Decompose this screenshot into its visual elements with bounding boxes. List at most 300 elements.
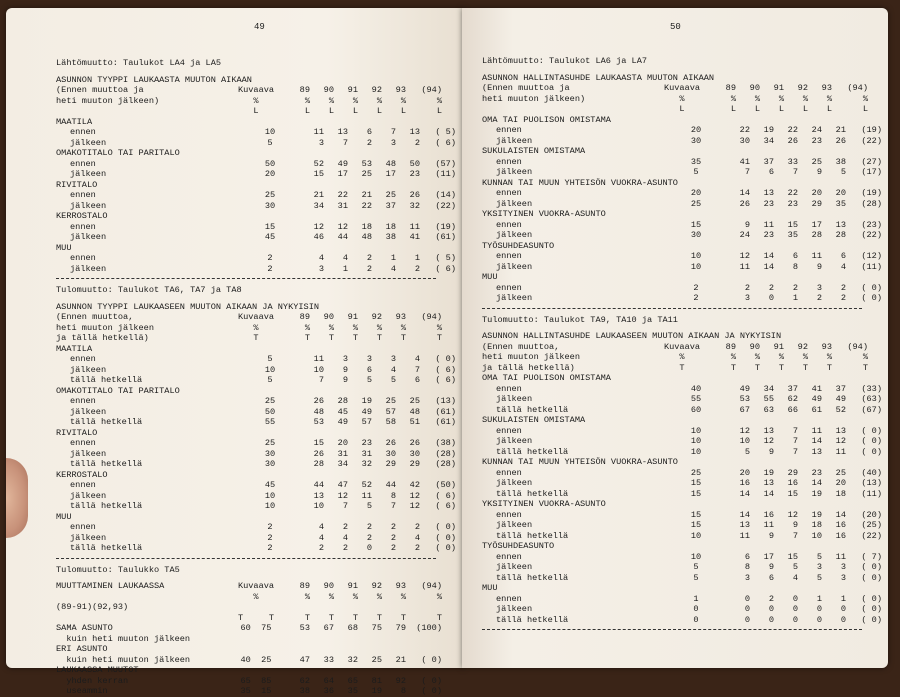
cell-value: 12: [337, 221, 348, 232]
cell-value: 2: [768, 593, 774, 604]
row-values: [726, 230, 882, 241]
table-row: [56, 676, 456, 687]
row-label: tällä hetkellä: [496, 530, 569, 541]
right-page-content: [482, 50, 882, 634]
kuvaava-header: %: [253, 95, 259, 106]
kuvaava-header: Kuvaava: [237, 312, 275, 322]
cell-value: [406, 634, 442, 645]
kuvaava-header: %: [253, 322, 259, 333]
group-label: TYÖSUHDEASUNTO: [482, 541, 555, 551]
cell-value: 52: [361, 480, 372, 490]
row-values: [726, 251, 882, 262]
kuvaava-years: (89-91)(92,93): [56, 602, 129, 612]
cell-value: (12): [861, 251, 882, 261]
column-headers: [712, 83, 868, 94]
cell-value: 22: [337, 190, 348, 200]
column-header: 91: [347, 312, 358, 322]
cell-value: 16: [739, 478, 750, 488]
column-header: (94): [421, 581, 442, 591]
row-values: [726, 136, 882, 147]
cell-value: 67: [323, 623, 334, 633]
cell-value: 32: [361, 459, 372, 469]
cell-value: 23: [409, 169, 420, 179]
cell-value: 13: [409, 127, 420, 137]
row-values: [726, 262, 882, 273]
cell-value: [382, 634, 406, 645]
column-header: L: [730, 104, 736, 114]
row-values: [300, 491, 456, 502]
cell-value: (38): [435, 438, 456, 448]
cell-value: 17: [811, 219, 822, 230]
cell-value: (28): [861, 198, 882, 209]
cell-value: 29: [409, 459, 420, 469]
table-title: ASUNNON TYYPPI LAUKAASTA MUUTON AIKAAN: [56, 74, 252, 85]
column-header: T: [436, 333, 442, 343]
cell-value: 11: [409, 221, 420, 232]
cell-value: 3: [318, 137, 324, 148]
header-line: ja tällä hetkellä): [482, 362, 575, 373]
row-values: [726, 167, 882, 178]
cell-value: 24: [811, 125, 822, 135]
cell-value: 35: [347, 686, 358, 696]
column-headers: [712, 363, 868, 374]
kuvaava-value: 15: [690, 488, 702, 499]
cell-value: 10: [811, 530, 822, 541]
table-row: [482, 167, 882, 178]
cell-value: [406, 665, 442, 676]
column-header: 90: [749, 341, 760, 352]
cell-value: 63: [763, 404, 774, 415]
cell-value: ( 6): [435, 490, 456, 501]
kuvaava-value: 55: [690, 394, 702, 404]
row-values: [300, 169, 456, 180]
kuvaava-value: 5: [267, 375, 273, 385]
row-label: ennen: [70, 438, 96, 448]
cell-value: ( 0): [421, 675, 442, 686]
cell-value: 11: [313, 127, 324, 137]
cell-value: 67: [739, 404, 750, 415]
column-header: L: [376, 106, 382, 116]
header-row: [56, 581, 456, 592]
cell-value: 4: [390, 364, 396, 375]
cell-value: (25): [861, 520, 882, 530]
cell-value: (50): [435, 480, 456, 490]
group-label: MUU: [56, 242, 72, 253]
cell-value: 12: [763, 436, 774, 446]
header-row: [56, 85, 456, 96]
cell-value: 37: [763, 156, 774, 167]
cell-value: 68: [347, 623, 358, 633]
table-row: [482, 384, 882, 395]
cell-value: 25: [385, 396, 396, 406]
row-label: jälkeen: [496, 167, 533, 177]
cell-value: [358, 665, 382, 676]
header-line: heti muuton jälkeen: [482, 352, 580, 362]
cell-value: 26: [385, 438, 396, 448]
cell-value: 25: [371, 654, 382, 665]
cell-value: 4: [414, 532, 420, 543]
column-header: %: [730, 93, 736, 104]
table-row: [56, 438, 456, 449]
kuvaava-value: 20: [690, 188, 702, 198]
header-row: [56, 602, 456, 613]
cell-value: 35: [787, 230, 798, 240]
column-header: (94): [421, 85, 442, 95]
cell-value: 25: [811, 156, 822, 167]
kuvaava-value: 35 15: [240, 686, 272, 696]
row-label: ennen: [70, 522, 96, 532]
cell-value: 10: [313, 364, 324, 375]
cell-value: ( 5): [435, 253, 456, 263]
kuvaava-value: 2: [267, 532, 273, 543]
cell-value: 2: [390, 532, 396, 543]
header-row: [482, 363, 882, 374]
group-label: YKSITYINEN VUOKRA-ASUNTO: [482, 499, 606, 509]
cell-value: 6: [744, 551, 750, 562]
cell-value: 15: [313, 438, 324, 448]
header-line: [56, 106, 226, 117]
cell-value: 1: [840, 593, 846, 604]
column-header: %: [304, 95, 310, 106]
table-row: [56, 407, 456, 418]
row-values: [300, 264, 456, 275]
row-label: ennen: [70, 253, 96, 263]
table-row: [482, 552, 882, 563]
group-label: OMAKOTITALO TAI PARITALO: [56, 148, 180, 158]
cell-value: 13: [313, 490, 324, 501]
column-header: %: [826, 352, 832, 362]
row-values: [726, 188, 882, 199]
cell-value: ( 6): [435, 375, 456, 385]
group-label: KERROSTALO: [56, 211, 108, 221]
kuvaava-value: 15: [264, 221, 276, 232]
table-row: [56, 138, 456, 149]
cell-value: 14: [811, 436, 822, 446]
cell-value: 13: [835, 425, 846, 436]
cell-value: 44: [337, 232, 348, 242]
row-label: ennen: [70, 190, 96, 200]
group-label: RIVITALO: [56, 179, 98, 190]
cell-value: 12: [313, 221, 324, 232]
cell-value: 0: [744, 604, 750, 614]
row-label: ennen: [496, 593, 522, 604]
cell-value: 37: [835, 383, 846, 394]
cell-value: 4: [414, 354, 420, 364]
cell-value: 21: [313, 190, 324, 200]
kuvaava-value: 35: [690, 156, 702, 167]
row-values: [300, 522, 456, 533]
cell-value: 49: [835, 394, 846, 404]
cell-value: 16: [835, 520, 846, 530]
kuvaava-value: 30: [690, 135, 702, 146]
kuvaava-value: 10: [690, 261, 702, 272]
header-line: heti muuton jälkeen): [56, 95, 160, 106]
column-header: 89: [299, 85, 310, 95]
cell-value: 9: [816, 167, 822, 177]
cell-value: ( 0): [861, 593, 882, 604]
kuvaava-value: 2: [267, 253, 273, 263]
table-row: [482, 468, 882, 479]
table-row: [56, 222, 456, 233]
cell-value: 21: [361, 190, 372, 200]
cell-value: 0: [792, 604, 798, 614]
cell-value: (57): [435, 158, 456, 169]
column-header: 91: [347, 581, 358, 591]
cell-value: 0: [744, 593, 750, 604]
cell-value: 7: [792, 425, 798, 436]
row-label: ennen: [496, 551, 522, 562]
column-header: %: [400, 95, 406, 106]
row-label: yhden kerran: [56, 675, 129, 686]
kuvaava-value: 15: [690, 478, 702, 488]
row-label: SAMA ASUNTO: [56, 623, 113, 633]
kuvaava-value: 5: [693, 562, 699, 572]
column-header: T: [304, 333, 310, 343]
table-row: [56, 190, 456, 201]
column-header: T: [328, 612, 334, 623]
cell-value: (67): [861, 404, 882, 415]
cell-value: 3: [342, 354, 348, 364]
column-header: L: [352, 106, 358, 116]
cell-value: 2: [414, 543, 420, 553]
cell-value: 62: [787, 394, 798, 404]
cell-value: 7: [390, 501, 396, 511]
cell-value: (22): [861, 135, 882, 146]
row-label: jälkeen: [70, 448, 107, 459]
cell-value: 51: [409, 417, 420, 427]
table-row: [56, 491, 456, 502]
cell-value: 6: [768, 572, 774, 583]
cell-value: 15: [313, 169, 324, 179]
cell-value: ( 0): [861, 436, 882, 446]
cell-value: 29: [787, 467, 798, 478]
column-header: %: [754, 352, 760, 362]
row-label: jälkeen: [70, 364, 107, 375]
row-values: [726, 615, 882, 626]
row-label: ennen: [70, 221, 96, 232]
cell-value: (11): [861, 261, 882, 272]
cell-value: 3: [366, 354, 372, 364]
row-label: ennen: [496, 509, 522, 520]
cell-value: 79: [395, 623, 406, 633]
section-title: Tulomuutto: Taulukot TA6, TA7 ja TA8: [56, 285, 242, 295]
row-values: [300, 365, 456, 376]
cell-value: 0: [792, 593, 798, 604]
group-label: OMA TAI PUOLISON OMISTAMA: [482, 373, 611, 383]
cell-value: ( 0): [861, 446, 882, 457]
cell-value: 13: [763, 425, 774, 436]
column-header: 92: [371, 85, 382, 95]
cell-value: 9: [768, 562, 774, 572]
table-row: [56, 232, 456, 243]
column-headers: [712, 342, 868, 353]
column-header: %: [328, 322, 334, 333]
cell-value: 13: [337, 127, 348, 137]
column-header: (94): [847, 83, 868, 93]
table-row: [56, 127, 456, 138]
column-header: L: [802, 104, 808, 114]
cell-value: 2: [390, 543, 396, 553]
cell-value: (22): [861, 230, 882, 240]
cell-value: 44: [385, 480, 396, 490]
cell-value: 2: [366, 532, 372, 543]
table-row: [56, 655, 456, 666]
column-header: %: [436, 95, 442, 106]
cell-value: 1: [792, 293, 798, 303]
table-row: [56, 396, 456, 407]
group-label: MUU: [482, 583, 498, 593]
header-row: [56, 333, 456, 344]
cell-value: 0: [768, 604, 774, 614]
row-label: ennen: [496, 219, 522, 230]
cell-value: 31: [361, 448, 372, 459]
cell-value: 47: [299, 654, 310, 665]
header-row: [482, 83, 882, 94]
cell-value: 52: [835, 404, 846, 415]
row-values: [300, 407, 456, 418]
cell-value: 7: [792, 167, 798, 177]
column-header: L: [826, 104, 832, 114]
cell-value: (13): [435, 396, 456, 406]
row-values: [300, 159, 456, 170]
kuvaava-value: 15: [690, 509, 702, 520]
row-label: jälkeen: [70, 137, 107, 148]
table-row: [482, 447, 882, 458]
table-row: [482, 394, 882, 405]
column-header: 91: [773, 341, 784, 352]
kuvaava-value: 15: [690, 520, 702, 530]
cell-value: 53: [739, 394, 750, 404]
row-label: jälkeen: [496, 261, 533, 272]
cell-value: ( 0): [861, 604, 882, 614]
kuvaava-value: 25: [690, 198, 702, 209]
cell-value: 26: [787, 135, 798, 146]
cell-value: 92: [395, 675, 406, 686]
row-values: [726, 489, 882, 500]
cell-value: ( 0): [861, 562, 882, 572]
cell-value: 4: [318, 522, 324, 532]
cell-value: 12: [409, 501, 420, 511]
table-title: ASUNNON HALLINTASUHDE LAUKAASTA MUUTON AIKAAN: [482, 72, 715, 83]
cell-value: 58: [385, 417, 396, 427]
cell-value: 1: [342, 263, 348, 274]
cell-value: 14: [763, 251, 774, 261]
cell-value: 3: [744, 293, 750, 303]
kuvaava-value: [226, 644, 286, 655]
cell-value: ( 5): [435, 127, 456, 137]
row-values: [286, 676, 442, 687]
cell-value: 16: [787, 478, 798, 488]
cell-value: 2: [342, 522, 348, 532]
kuvaava-value: 10: [264, 501, 276, 511]
kuvaava-value: 0: [693, 614, 699, 625]
column-header: T: [730, 362, 736, 373]
column-header: 90: [749, 83, 760, 93]
table-row: [56, 623, 456, 634]
row-values: [726, 293, 882, 304]
table-row: [482, 489, 882, 500]
cell-value: 19: [763, 467, 774, 478]
kuvaava-value: 10: [264, 364, 276, 375]
cell-value: 38: [299, 686, 310, 696]
cell-value: 2: [768, 282, 774, 293]
kuvaava-value: 10: [264, 127, 276, 137]
row-values: [300, 533, 456, 544]
cell-value: ( 0): [421, 654, 442, 665]
kuvaava-pct: %: [253, 591, 259, 602]
cell-value: 29: [811, 198, 822, 209]
cell-value: 31: [337, 200, 348, 211]
cell-value: 8: [400, 686, 406, 696]
row-values: [726, 594, 882, 605]
row-label: ennen: [496, 156, 522, 167]
row-values: [300, 417, 456, 428]
cell-value: 48: [361, 232, 372, 242]
cell-value: 14: [763, 261, 774, 272]
cell-value: 23: [361, 438, 372, 448]
cell-value: 8: [792, 261, 798, 272]
cell-value: 5: [744, 446, 750, 457]
kuvaava-value: 10: [264, 490, 276, 501]
column-header: %: [778, 352, 784, 362]
cell-value: (13): [861, 478, 882, 488]
cell-value: [334, 644, 358, 655]
cell-value: 23: [811, 135, 822, 146]
column-header: 92: [371, 312, 382, 322]
row-label: jälkeen: [496, 436, 533, 446]
table-row: [482, 594, 882, 605]
row-label: tällä hetkellä: [70, 375, 143, 385]
cell-value: (61): [435, 417, 456, 427]
cell-value: 30: [409, 448, 420, 459]
cell-value: [382, 665, 406, 676]
kuvaava-value: 30: [264, 200, 276, 211]
header-row: [482, 342, 882, 353]
cell-value: 12: [835, 436, 846, 446]
cell-value: 44: [313, 480, 324, 490]
cell-value: 2: [816, 293, 822, 303]
cell-value: 53: [361, 158, 372, 169]
table-row: [56, 201, 456, 212]
cell-value: 1: [390, 253, 396, 263]
kuvaava-value: 5: [693, 167, 699, 177]
header-line: [56, 592, 226, 603]
cell-value: ( 0): [435, 354, 456, 364]
cell-value: (61): [435, 406, 456, 417]
cell-value: 32: [409, 200, 420, 211]
cell-value: 6: [366, 364, 372, 375]
table-row: [482, 125, 882, 136]
row-label: ennen: [70, 354, 96, 364]
group-label: MAATILA: [56, 343, 93, 354]
row-values: [726, 531, 882, 542]
cell-value: 19: [371, 686, 382, 696]
kuvaava-value: [226, 665, 286, 676]
kuvaava-header: Kuvaava: [663, 83, 701, 93]
cell-value: 30: [739, 135, 750, 146]
table-row: [56, 480, 456, 491]
cell-value: 31: [337, 448, 348, 459]
column-header: T: [352, 333, 358, 343]
cell-value: (19): [861, 125, 882, 135]
cell-value: 66: [787, 404, 798, 415]
cell-value: 2: [366, 253, 372, 263]
cell-value: 4: [840, 261, 846, 272]
cell-value: 3: [840, 562, 846, 572]
table-row: [56, 365, 456, 376]
cell-value: (27): [861, 156, 882, 167]
cell-value: 11: [811, 425, 822, 436]
